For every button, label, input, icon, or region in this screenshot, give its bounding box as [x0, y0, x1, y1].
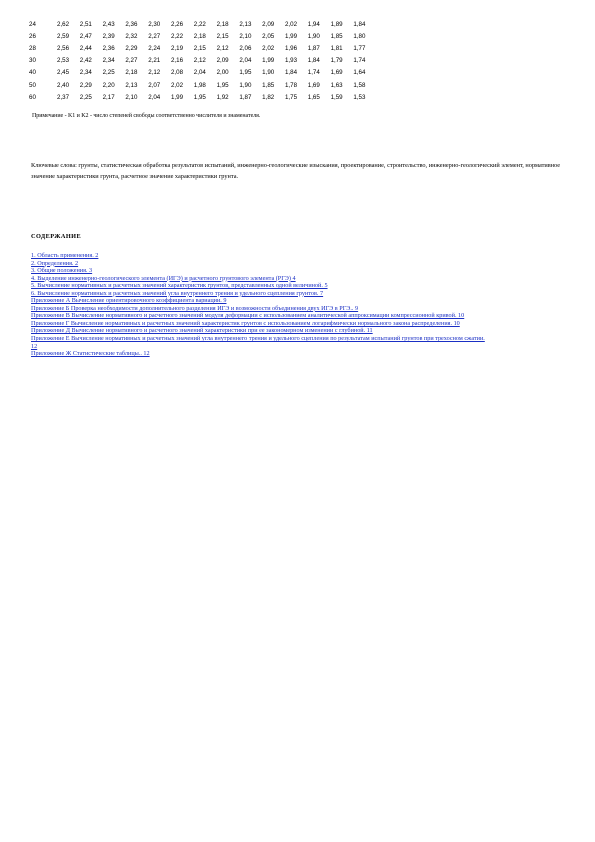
toc-link[interactable]: Приложение Г Вычисление нормативных и расчетных значений характеристик грунтов с использованием логарифмически нормального закона распределения. 10: [31, 319, 460, 327]
table-cell: 1,84: [284, 69, 298, 77]
table-row: [29, 42, 376, 54]
table-cell: 2,09: [216, 57, 229, 65]
table-cell: 1,82: [262, 93, 275, 101]
table-cell: 1,78: [284, 81, 298, 89]
table-cell: 1,90: [262, 69, 275, 77]
table-cell: 2,43: [102, 20, 115, 28]
table-cell: 2,51: [79, 20, 92, 28]
table-cell: 2,24: [148, 44, 161, 52]
table-cell: 2,53: [57, 57, 70, 65]
toc-link[interactable]: Приложение Д Вычисление нормативного и расчетного значений характеристики при ее закономерном изменении с глубиной. 11: [31, 327, 373, 335]
table-cell: 2,00: [216, 69, 229, 77]
table-cell: 1,95: [216, 81, 229, 89]
table-cell: 1,69: [307, 81, 320, 89]
toc-link[interactable]: Приложение В Вычисление нормативного и расчетного значений модуля деформации с использованием аналитической аппроксимации компрессионной кривой. 10: [31, 312, 465, 320]
table-cell: 2,27: [125, 57, 138, 65]
table-cell: 1,99: [284, 32, 298, 40]
table-cell: 2,15: [193, 44, 206, 52]
table-cell: 1,74: [353, 57, 366, 65]
table-cell: 1,90: [307, 32, 320, 40]
table-note: Примечание - K1 и K2 - число степеней свободы соответственно числителя и знаменателя.: [32, 113, 261, 119]
table-row-header-cell: 50: [29, 81, 36, 89]
table-cell: 1,65: [307, 93, 320, 101]
toc-item: [31, 350, 491, 358]
table-cell: 2,16: [170, 57, 184, 65]
table-cell: 2,02: [262, 44, 275, 52]
table-cell: 2,09: [262, 20, 275, 28]
toc-item: [31, 297, 491, 305]
table-cell: 2,25: [102, 69, 115, 77]
toc-link[interactable]: 5. Вычисление нормативных и расчетных значений характеристик грунтов, представленных одной величиной. 5: [31, 282, 328, 290]
table-cell: 2,29: [79, 81, 92, 89]
toc-item: [31, 252, 491, 260]
table-cell: 1,63: [330, 81, 343, 89]
toc-link[interactable]: Приложение Б Проверка необходимости дополнительного разделения ИГЭ и возможности объединения двух ИГЭ в РГЭ.. 9: [31, 304, 359, 312]
table-cell: 2,22: [170, 32, 184, 40]
table-cell: 1,84: [307, 57, 320, 65]
table-cell: 2,10: [125, 93, 138, 101]
table-row: [29, 18, 376, 30]
table-cell: 1,90: [239, 81, 252, 89]
table-cell: 2,08: [170, 69, 184, 77]
table-cell: 2,45: [57, 69, 70, 77]
table-cell: 2,13: [239, 20, 252, 28]
table-cell: 2,06: [239, 44, 252, 52]
table-cell: 1,93: [284, 57, 298, 65]
toc-item: [31, 305, 491, 313]
table-cell: 1,77: [353, 44, 366, 52]
table-cell: 2,05: [262, 32, 275, 40]
table-cell: 2,26: [170, 20, 184, 28]
table-cell: 1,99: [262, 57, 275, 65]
table-cell: 2,59: [57, 32, 70, 40]
table-row: [29, 30, 376, 42]
table-cell: 2,37: [57, 93, 70, 101]
toc-item: [31, 320, 491, 328]
toc-link[interactable]: 4. Выделение инженерно-геологического элемента (ИГЭ) и расчетного грунтового элемента (РГЭ) 4: [31, 274, 296, 282]
table-cell: 2,04: [193, 69, 206, 77]
table-cell: 2,19: [170, 44, 184, 52]
table-cell: 2,36: [125, 20, 138, 28]
table-cell: 1,95: [193, 93, 206, 101]
toc-item: [31, 290, 491, 298]
table-cell: 2,34: [79, 69, 92, 77]
toc-link[interactable]: Приложение Е Вычисление нормативных и расчетных значений угла внутреннего трения и удельного сцепления по результатам испытаний грунтов при трехосном сжатии. 12: [31, 335, 485, 350]
table-row: [29, 55, 376, 67]
table-cell: 2,10: [239, 32, 252, 40]
table-cell: 1,85: [262, 81, 275, 89]
table-cell: 2,39: [102, 32, 115, 40]
table-cell: 1,87: [239, 93, 252, 101]
statistical-table-body: [29, 18, 376, 103]
table-cell: 1,69: [330, 69, 343, 77]
table-cell: 1,87: [307, 44, 320, 52]
table-row-header-cell: 26: [29, 32, 36, 40]
table-cell: 1,84: [353, 20, 366, 28]
table-cell: 1,79: [330, 57, 343, 65]
table-row: [29, 67, 376, 79]
table-cell: 2,40: [57, 81, 70, 89]
table-row-header-cell: 30: [29, 57, 36, 65]
toc-heading: СОДЕРЖАНИЕ: [31, 233, 82, 240]
table-row-header-cell: 24: [29, 20, 36, 28]
table-cell: 1,58: [353, 81, 366, 89]
table-cell: 1,94: [307, 20, 320, 28]
table-cell: 2,13: [125, 81, 138, 89]
table-cell: 1,74: [307, 69, 320, 77]
table-cell: 2,12: [216, 44, 229, 52]
table-of-contents: [31, 252, 491, 358]
table-cell: 2,21: [148, 57, 161, 65]
table-cell: 1,59: [330, 93, 343, 101]
table-cell: 1,99: [170, 93, 184, 101]
toc-link[interactable]: Приложение Ж Статистические таблицы.. 12: [31, 350, 150, 358]
toc-link[interactable]: 2. Определения. 2: [31, 259, 79, 267]
table-cell: 2,42: [79, 57, 92, 65]
table-cell: 1,89: [330, 20, 343, 28]
toc-item: [31, 275, 491, 283]
toc-item: [31, 335, 491, 350]
toc-item: [31, 312, 491, 320]
table-cell: 1,80: [353, 32, 366, 40]
table-cell: 2,22: [193, 20, 206, 28]
toc-link[interactable]: 3. Общие положения. 3: [31, 267, 93, 275]
table-cell: 2,29: [125, 44, 138, 52]
table-cell: 2,18: [216, 20, 229, 28]
table-cell: 2,20: [102, 81, 115, 89]
table-row-header-cell: 40: [29, 69, 36, 77]
toc-item: [31, 260, 491, 268]
table-cell: 2,47: [79, 32, 92, 40]
table-cell: 1,96: [284, 44, 298, 52]
table-row: [29, 91, 376, 103]
table-cell: 1,92: [216, 93, 229, 101]
toc-item: [31, 327, 491, 335]
toc-link[interactable]: Приложение А Вычисление ориентировочного коэффициента вариации. 9: [31, 297, 227, 305]
table-cell: 1,64: [353, 69, 366, 77]
table-cell: 2,25: [79, 93, 92, 101]
toc-item: [31, 267, 491, 275]
table-cell: 2,12: [193, 57, 206, 65]
table-cell: 2,07: [148, 81, 161, 89]
toc-link[interactable]: 6. Вычисление нормативных и расчетных значений угла внутреннего трения и удельного сцепления грунтов. 7: [31, 289, 324, 297]
table-cell: 2,56: [57, 44, 70, 52]
table-cell: 1,85: [330, 32, 343, 40]
table-cell: 2,17: [102, 93, 115, 101]
table-cell: 2,04: [148, 93, 161, 101]
table-cell: 1,53: [353, 93, 366, 101]
table-cell: 2,32: [125, 32, 138, 40]
table-cell: 2,04: [239, 57, 252, 65]
toc-item: [31, 282, 491, 290]
table-cell: 2,36: [102, 44, 115, 52]
table-cell: 2,18: [125, 69, 138, 77]
table-row-header-cell: 28: [29, 44, 36, 52]
table-cell: 1,95: [239, 69, 252, 77]
table-cell: 2,12: [148, 69, 161, 77]
table-cell: 1,75: [284, 93, 298, 101]
table-cell: 2,44: [79, 44, 92, 52]
table-cell: 2,02: [170, 81, 184, 89]
statistical-table: [29, 18, 376, 103]
table-cell: 1,98: [193, 81, 206, 89]
table-cell: 1,81: [330, 44, 343, 52]
table-cell: 2,15: [216, 32, 229, 40]
table-cell: 2,62: [57, 20, 70, 28]
toc-link[interactable]: 1. Область применения. 2: [31, 252, 99, 259]
table-row: [29, 79, 376, 91]
table-cell: 2,34: [102, 57, 115, 65]
table-cell: 2,02: [284, 20, 298, 28]
table-cell: 2,30: [148, 20, 161, 28]
keywords-paragraph: Ключевые слова: грунты, статистическая обработка результатов испытаний, инженерно-геологические изыскания, проектирование, строительство, инженерно-геологический элемент, нормативное значение характеристики грунта, расчетное значение характеристики грунта.: [31, 162, 561, 181]
table-cell: 2,27: [148, 32, 161, 40]
table-cell: 2,18: [193, 32, 206, 40]
table-row-header-cell: 60: [29, 93, 36, 101]
